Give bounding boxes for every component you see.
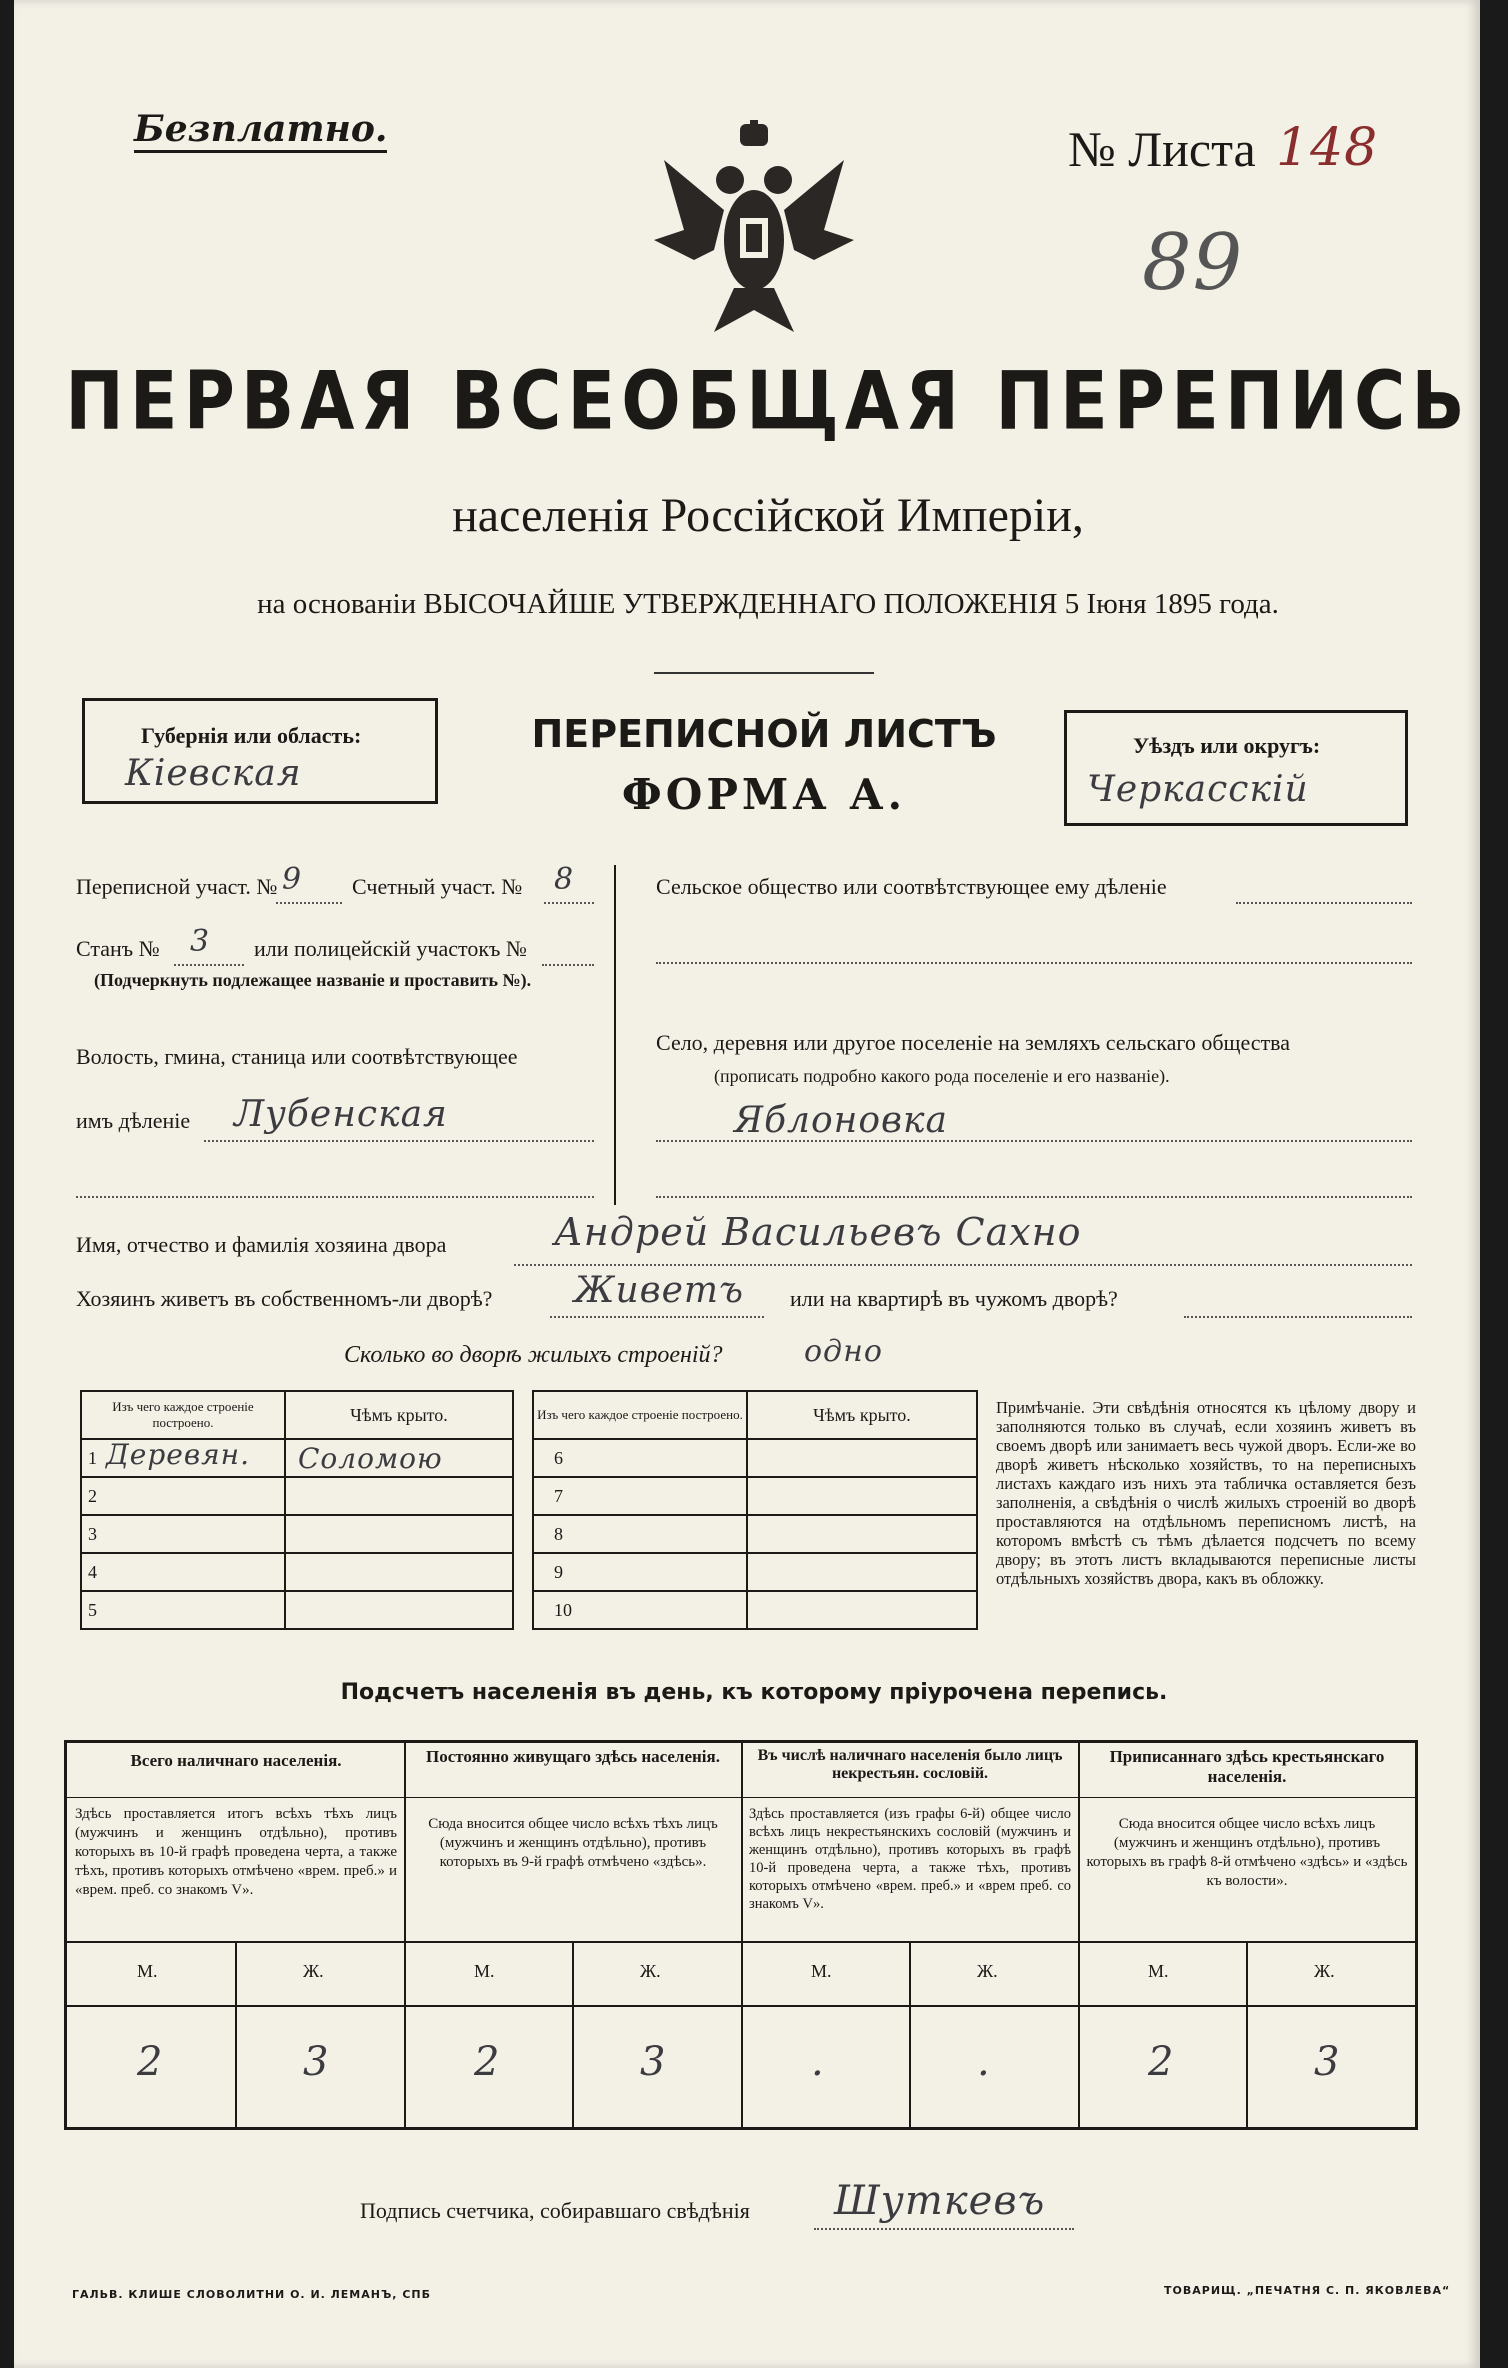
volost-label: Волость, гмина, станица или соотвѣтствующее xyxy=(76,1044,518,1069)
owner-value: Андрей Васильевъ Сахно xyxy=(554,1210,1082,1254)
material-header: Изъ чего каждое строеніе построено. xyxy=(81,1391,285,1439)
column-divider xyxy=(614,865,616,1205)
footer-left: ГАЛЬВ. КЛИШЕ СЛОВОЛИТНИ О. И. ЛЕМАНЪ, СПБ xyxy=(72,2288,431,2301)
double-headed-eagle-emblem xyxy=(654,120,854,340)
province-value: Кіевская xyxy=(125,753,302,794)
volost-value: Лубенская xyxy=(234,1094,448,1135)
buildings-label: Сколько во дворѣ жилыхъ строеній? xyxy=(344,1342,723,1368)
basis-text: на основаніи ВЫСОЧАЙШЕ УТВЕРЖДЕННАГО ПОЛОЖЕНІЯ 5 Іюня 1895 года. xyxy=(257,588,1279,620)
village-value: Яблоновка xyxy=(734,1100,948,1141)
count-table xyxy=(64,1740,1418,2130)
count-col-1-head: Всего наличнаго населенія. xyxy=(130,1751,342,1770)
roof-header: Чѣмъ крыто. xyxy=(747,1391,977,1439)
row-number: 4 xyxy=(81,1553,285,1591)
sheet-number-label: № Листа xyxy=(1068,121,1256,177)
form-name: ФОРМА А. xyxy=(621,770,907,819)
own-yard-label: Хозяинъ живетъ въ собственномъ-ли дворѣ? xyxy=(76,1286,493,1311)
underline-note: (Подчеркнуть подлежащее названіе и проставить №). xyxy=(94,970,532,990)
row-number: 6 xyxy=(533,1439,747,1477)
owner-label: Имя, отчество и фамилія хозяина двора xyxy=(76,1232,447,1257)
rural-society-label: Сельское общество или соотвѣтствующее ему дѣленіе xyxy=(656,874,1167,899)
district-label: Уѣздъ или округъ: xyxy=(1133,733,1321,758)
count-col-2-head: Постоянно живущаго здѣсь населенія. xyxy=(426,1747,720,1766)
stan-value: 3 xyxy=(190,924,211,959)
volost-label-2: имъ дѣленіе xyxy=(76,1108,191,1133)
signature-label: Подпись счетчика, собиравшаго свѣдѣнія xyxy=(360,2198,750,2223)
own-yard-value: Живетъ xyxy=(574,1270,745,1311)
main-title: ПЕРВАЯ ВСЕОБЩАЯ ПЕРЕПИСЬ xyxy=(65,353,1471,449)
village-note: (прописать подробно какого рода поселеніе и его названіе). xyxy=(714,1066,1170,1086)
police-station-label: или полицейскій участокъ № xyxy=(254,936,527,961)
count-col-3-f-label: Ж. xyxy=(977,1961,998,1981)
census-district-value: 9 xyxy=(282,862,303,897)
footer-right: ТОВАРИЩ. „ПЕЧАТНЯ С. П. ЯКОВЛЕВА“ xyxy=(1164,2284,1451,2297)
buildings-table-right xyxy=(532,1390,978,1630)
count-col-4-m-label: М. xyxy=(1148,1961,1169,1981)
count-district-label: Счетный участ. № xyxy=(352,874,523,899)
count-col-3-m-label: М. xyxy=(811,1961,832,1981)
count-col-4-f: 3 xyxy=(1314,2039,1341,2085)
row-number: 5 xyxy=(81,1591,285,1629)
census-sheet xyxy=(14,0,1480,2368)
sheet-number-value: 148 xyxy=(1276,118,1379,178)
province-box xyxy=(82,698,438,804)
count-col-1-m-label: М. xyxy=(137,1961,158,1981)
row-material: Деревян. xyxy=(106,1438,251,1471)
count-col-1-f: 3 xyxy=(303,2039,330,2085)
stan-label: Станъ № xyxy=(76,936,160,961)
count-col-4-desc: Сюда вносится общее число всѣхъ лицъ (мужчинъ и женщинъ отдѣльно), противъ которыхъ въ графѣ 8-й отмѣчено «здѣсь» и «здѣсь къ волости». xyxy=(1086,1816,1408,1889)
village-label: Село, деревня или другое поселеніе на земляхъ сельскаго общества xyxy=(656,1030,1291,1055)
signature-value: Шуткевъ xyxy=(834,2178,1046,2224)
row-number: 8 xyxy=(533,1515,747,1553)
count-col-3-desc: Здѣсь проставляется (изъ графы 6-й) общее число всѣхъ лицъ некрестьянскихъ сословій (мужчинъ и женщинъ отдѣльно), противъ которыхъ въ графѣ 10-й проведена черта, а также тѣхъ, противъ которыхъ отмѣчено «врем. преб.» и «врем преб. со знакомъ V». xyxy=(749,1806,1071,1912)
form-title: ПЕРЕПИСНОЙ ЛИСТЪ xyxy=(531,712,997,756)
count-col-1-f-label: Ж. xyxy=(303,1961,324,1981)
row-number: 1 xyxy=(88,1448,97,1468)
material-header: Изъ чего каждое строеніе построено. xyxy=(533,1391,747,1439)
count-col-4-head: Приписаннаго здѣсь крестьянскаго населенія. xyxy=(1109,1747,1385,1786)
district-box xyxy=(1064,710,1408,826)
rent-label: или на квартирѣ въ чужомъ дворѣ? xyxy=(790,1286,1118,1311)
free-label: Безплатно. xyxy=(134,108,387,153)
count-col-4-m: 2 xyxy=(1148,2039,1175,2085)
count-col-2-m-label: М. xyxy=(474,1961,495,1981)
census-district-label: Переписной участ. № xyxy=(76,874,278,899)
count-col-1-m: 2 xyxy=(137,2039,164,2085)
row-number: 7 xyxy=(533,1477,747,1515)
buildings-note: Примѣчаніе. Эти свѣдѣнія относятся къ цѣлому двору и заполняются только въ случаѣ, если хозяинъ живетъ въ своемъ дворѣ или занимаетъ весь чужой дворъ. Если-же во дворѣ живетъ нѣсколько хозяйствъ, то на переписныхъ листахъ каждаго изъ нихъ эта табличка оставляется безъ заполненія, а свѣдѣнія о числѣ жилыхъ строеній во дворѣ проставляются на отдѣльномъ переписномъ листѣ, на которомъ вмѣстѣ съ тѣмъ дѣлается подсчетъ по всему двору; въ этотъ листъ вкладываются переписные листы отдѣльныхъ хозяйствъ двора, какъ въ обложку. xyxy=(996,1398,1416,1588)
district-value: Черкасскій xyxy=(1087,769,1309,810)
row-roof: Соломою xyxy=(285,1439,513,1477)
count-title: Подсчетъ населенія въ день, къ которому пріурочена перепись. xyxy=(340,1680,1168,1705)
roof-header: Чѣмъ крыто. xyxy=(285,1391,513,1439)
count-col-1-desc: Здѣсь проставляется итогъ всѣхъ тѣхъ лицъ (мужчинъ и женщинъ отдѣльно), противъ которыхъ въ 10-й графѣ проведена черта, а также тѣхъ, противъ которыхъ отмѣчено «врем. преб.» и «врем. преб. со знакомъ V». xyxy=(75,1806,397,1898)
row-number: 10 xyxy=(533,1591,747,1629)
count-col-3-f: . xyxy=(977,2039,991,2085)
buildings-value: одно xyxy=(804,1334,883,1369)
ornamental-divider xyxy=(654,672,874,678)
row-number: 2 xyxy=(81,1477,285,1515)
count-col-3-m: . xyxy=(811,2039,825,2085)
count-col-2-f: 3 xyxy=(640,2039,667,2085)
count-col-2-f-label: Ж. xyxy=(640,1961,661,1981)
count-col-2-desc: Сюда вносится общее число всѣхъ тѣхъ лицъ (мужчинъ и женщинъ отдѣльно), противъ которыхъ въ 9-й графѣ отмѣчено «здѣсь». xyxy=(428,1816,718,1870)
count-col-3-head: Въ числѣ наличнаго населенія было лицъ некрестьян. сословій. xyxy=(757,1747,1063,1782)
row-number: 3 xyxy=(81,1515,285,1553)
count-district-value: 8 xyxy=(554,862,575,897)
subtitle: населенія Россійской Имперіи, xyxy=(452,489,1084,542)
count-col-4-f-label: Ж. xyxy=(1314,1961,1335,1981)
count-col-2-m: 2 xyxy=(474,2039,501,2085)
row-number: 9 xyxy=(533,1553,747,1591)
handwritten-number: 89 xyxy=(1142,218,1244,308)
province-label: Губернія или область: xyxy=(141,723,362,748)
buildings-table-left xyxy=(80,1390,514,1630)
